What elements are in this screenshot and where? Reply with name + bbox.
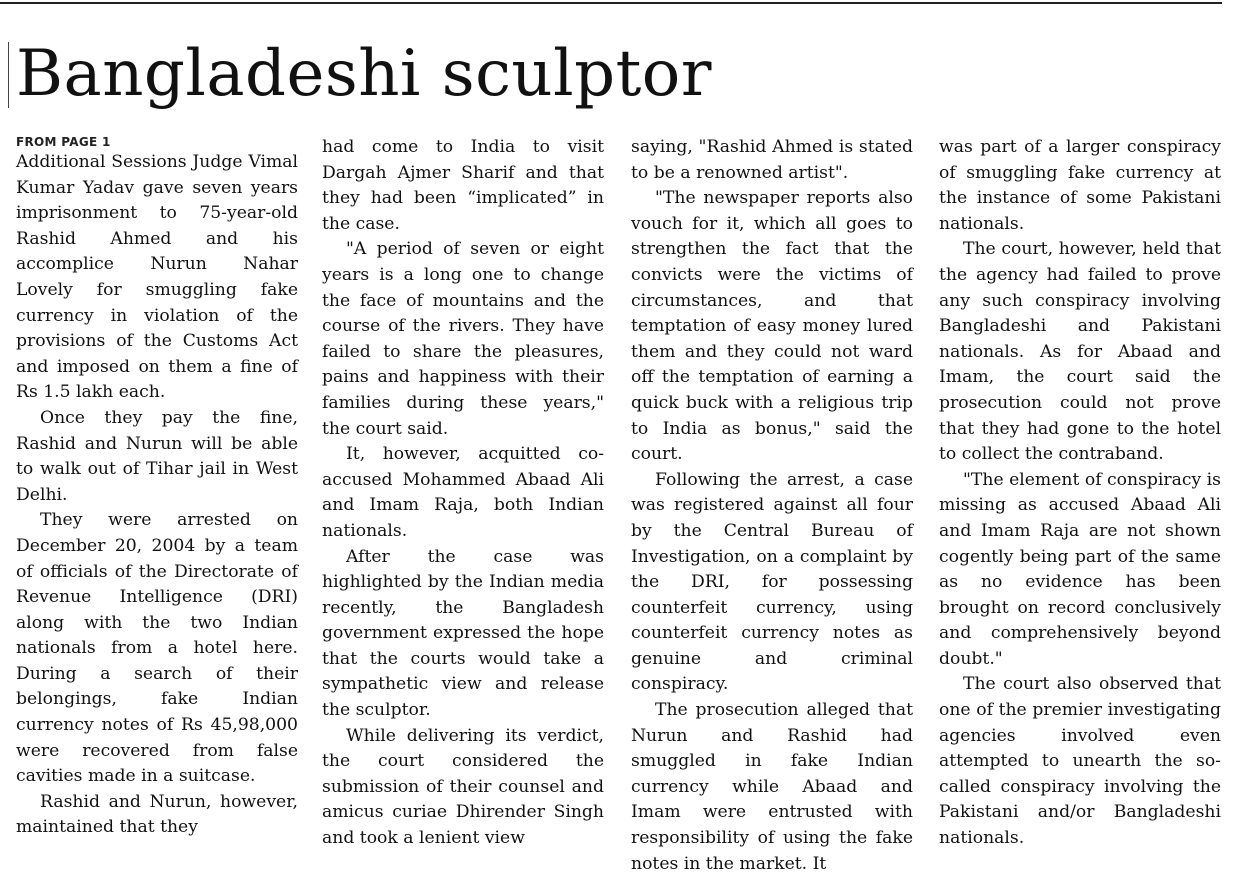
article-column-3 [631,135,913,877]
kicker: FROM PAGE 1 [16,135,111,149]
article-column-2 [322,135,604,852]
headline-side-rule [8,42,9,108]
top-rule [0,2,1222,4]
paragraph: They were arrested on December 20, 2004 by a team of officials of the Directorate of Revenue Intelligence (DRI) along with the two Indian nationals from a hotel here. During a search of their belongings, fake Indian currency notes of Rs 45,98,000 were recovered from false cavities made in a suitcase. [16,510,298,787]
paragraph: The prosecution alleged that Nurun and Rashid had smuggled in fake Indian currency while Abaad and Imam were entrusted with responsibility of using the fake notes in the market. It [631,700,913,874]
paragraph: "The element of conspiracy is missing as accused Abaad Ali and Imam Raja are not shown cogently being part of the same as no evidence has been brought on record conclusively and comprehensively beyond doubt." [939,469,1221,669]
paragraph: Following the arrest, a case was registered against all four by the Central Bureau of Investigation, on a complaint by the DRI, for possessing counterfeit currency, using counterfeit currency notes as genuine and criminal conspiracy. [631,469,913,695]
paragraph: The court also observed that one of the premier investigating agencies involved even attempted to unearth the so-called conspiracy involving the Pakistani and/or Bangladeshi nationals. [939,674,1221,849]
paragraph: Additional Sessions Judge Vimal Kumar Yadav gave seven years imprisonment to 75-year-old Rashid Ahmed and his accomplice Nurun Nahar Lovely for smuggling fake currency in violation of the provisions of the Customs Act and imposed on them a fine of Rs 1.5 lakh each. [16,152,298,403]
article-column-4 [939,135,1221,852]
paragraph: Once they pay the fine, Rashid and Nurun will be able to walk out of Tihar jail in West Delhi. [16,407,298,505]
paragraph: had come to India to visit Dargah Ajmer Sharif and that they had been “implicated” in the case. [322,137,604,234]
paragraph: "The newspaper reports also vouch for it, which all goes to strengthen the fact that the convicts were the victims of circumstances, and that temptation of easy money lured them and they could not ward off the temptation of earning a quick buck with a religious trip to India as bonus," said the court. [631,188,913,465]
paragraph: Rashid and Nurun, however, maintained that they [16,791,298,838]
paragraph: saying, "Rashid Ahmed is stated to be a renowned artist". [631,137,913,183]
paragraph: While delivering its verdict, the court considered the submission of their counsel and amicus curiae Dhirender Singh and took a lenient view [322,725,604,849]
article-column-1 [16,135,298,841]
paragraph: It, however, acquitted co-accused Mohammed Abaad Ali and Imam Raja, both Indian nationals. [322,444,604,541]
paragraph: "A period of seven or eight years is a long one to change the face of mountains and the course of the rivers. They have failed to share the pleasures, pains and happiness with their families during these years," the court said. [322,239,604,439]
paragraph: After the case was highlighted by the Indian media recently, the Bangladesh government expressed the hope that the courts would take a sympathetic view and release the sculptor. [322,546,604,721]
paragraph: was part of a larger conspiracy of smuggling fake currency at the instance of some Pakistani nationals. [939,137,1221,234]
paragraph: The court, however, held that the agency had failed to prove any such conspiracy involving Bangladeshi and Pakistani nationals. As for Abaad and Imam, the court said the prosecution could not prove that they had gone to the hotel to collect the contraband. [939,239,1221,465]
headline: Bangladeshi sculptor [16,37,712,111]
